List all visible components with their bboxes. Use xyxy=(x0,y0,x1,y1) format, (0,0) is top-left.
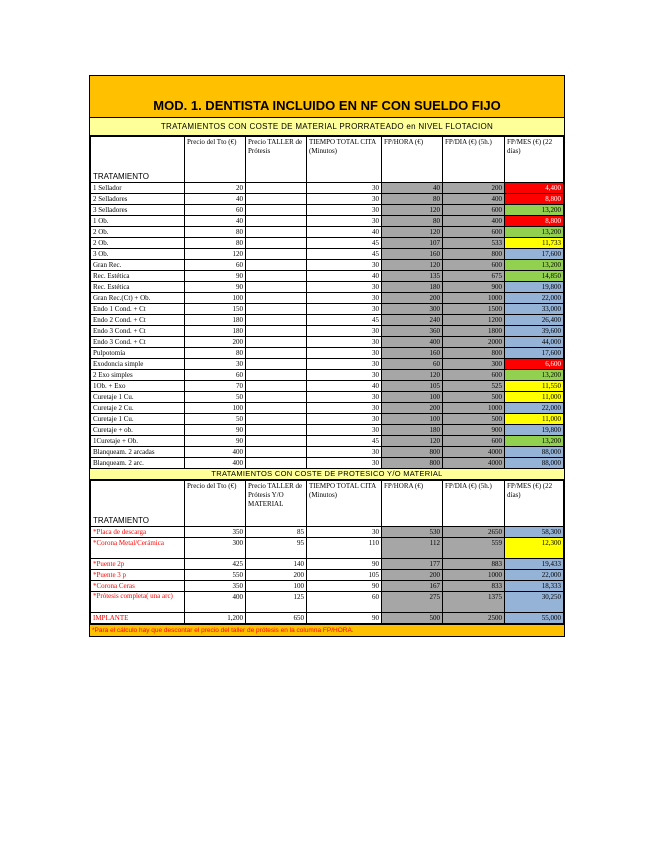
cell-tiempo: 30 xyxy=(307,194,382,205)
cell-tratamiento: *Placa de descarga xyxy=(91,527,185,538)
cell-taller xyxy=(246,458,307,469)
cell-fp-dia: 1375 xyxy=(443,592,505,613)
cell-precio: 200 xyxy=(185,337,246,348)
cell-fp-dia: 200 xyxy=(443,183,505,194)
cell-fp-mes: 8,800 xyxy=(505,216,564,227)
cell-tratamiento: Blanqueam. 2 arcadas xyxy=(91,447,185,458)
header-taller: Precio TALLER de Prótesis xyxy=(246,137,307,183)
cell-taller xyxy=(246,370,307,381)
cell-fp-mes: 17,600 xyxy=(505,348,564,359)
cell-fp-mes: 13,200 xyxy=(505,436,564,447)
cell-precio: 1,200 xyxy=(185,613,246,624)
table-row xyxy=(91,436,564,447)
cell-fp-mes: 13,200 xyxy=(505,205,564,216)
cell-tiempo: 45 xyxy=(307,238,382,249)
cell-taller xyxy=(246,216,307,227)
table-row xyxy=(91,538,564,559)
cell-tiempo: 45 xyxy=(307,249,382,260)
cell-tratamiento: 2 Exo simples xyxy=(91,370,185,381)
table-row xyxy=(91,559,564,570)
cell-taller xyxy=(246,359,307,370)
cell-fp-dia: 883 xyxy=(443,559,505,570)
cell-taller xyxy=(246,205,307,216)
cell-fp-dia: 800 xyxy=(443,348,505,359)
cell-fp-hora: 240 xyxy=(382,315,443,326)
cell-taller: 140 xyxy=(246,559,307,570)
cell-fp-hora: 100 xyxy=(382,414,443,425)
cell-taller xyxy=(246,238,307,249)
cell-fp-hora: 120 xyxy=(382,436,443,447)
cell-tiempo: 30 xyxy=(307,458,382,469)
cell-precio: 350 xyxy=(185,581,246,592)
cell-tiempo: 30 xyxy=(307,370,382,381)
cell-taller xyxy=(246,337,307,348)
table-row xyxy=(91,183,564,194)
cell-fp-dia: 533 xyxy=(443,238,505,249)
cell-precio: 100 xyxy=(185,293,246,304)
cell-tratamiento: Curetaje 2 Cu. xyxy=(91,403,185,414)
table-row xyxy=(91,315,564,326)
cell-tratamiento: Rec. Estética xyxy=(91,271,185,282)
cell-tratamiento: Endo 3 Cond. + Ct xyxy=(91,326,185,337)
table-row xyxy=(91,337,564,348)
section1-table xyxy=(90,136,564,469)
cell-fp-mes: 13,200 xyxy=(505,370,564,381)
cell-fp-mes: 11,550 xyxy=(505,381,564,392)
cell-fp-hora: 120 xyxy=(382,205,443,216)
cell-fp-hora: 160 xyxy=(382,249,443,260)
cell-precio: 150 xyxy=(185,304,246,315)
cell-precio: 120 xyxy=(185,249,246,260)
cell-tratamiento: IMPLANTE xyxy=(91,613,185,624)
cell-taller xyxy=(246,194,307,205)
table-row xyxy=(91,425,564,436)
section2-header-row xyxy=(91,481,564,527)
cell-fp-mes: 22,000 xyxy=(505,293,564,304)
header-tiempo: TIEMPO TOTAL CITA (Minutos) xyxy=(307,137,382,183)
table-row xyxy=(91,403,564,414)
cell-fp-hora: 500 xyxy=(382,613,443,624)
cell-fp-dia: 1200 xyxy=(443,315,505,326)
cell-precio: 70 xyxy=(185,381,246,392)
cell-tratamiento: Curetaje + ob. xyxy=(91,425,185,436)
cell-tratamiento: *Corona Ceras xyxy=(91,581,185,592)
cell-tratamiento: *Puente 3 p xyxy=(91,570,185,581)
cell-fp-mes: 19,800 xyxy=(505,282,564,293)
cell-fp-dia: 600 xyxy=(443,227,505,238)
cell-taller xyxy=(246,425,307,436)
cell-fp-hora: 120 xyxy=(382,260,443,271)
cell-fp-dia: 800 xyxy=(443,249,505,260)
cell-tratamiento: 3 Selladores xyxy=(91,205,185,216)
cell-precio: 180 xyxy=(185,326,246,337)
cell-taller xyxy=(246,414,307,425)
cell-taller xyxy=(246,403,307,414)
table-row xyxy=(91,326,564,337)
cell-taller xyxy=(246,282,307,293)
cell-fp-hora: 100 xyxy=(382,392,443,403)
cell-taller: 95 xyxy=(246,538,307,559)
cell-fp-dia: 1000 xyxy=(443,570,505,581)
cell-fp-hora: 180 xyxy=(382,282,443,293)
cell-tratamiento: 1 Ob. xyxy=(91,216,185,227)
cell-taller xyxy=(246,326,307,337)
cell-taller xyxy=(246,304,307,315)
section2-table xyxy=(90,480,564,624)
cell-fp-dia: 400 xyxy=(443,216,505,227)
cell-fp-dia: 675 xyxy=(443,271,505,282)
cell-precio: 350 xyxy=(185,527,246,538)
cell-tratamiento: Endo 3 Cond. + Ct xyxy=(91,337,185,348)
cell-tratamiento: Rec. Estética xyxy=(91,282,185,293)
cell-fp-dia: 400 xyxy=(443,194,505,205)
cell-fp-dia: 525 xyxy=(443,381,505,392)
cell-precio: 50 xyxy=(185,414,246,425)
cell-fp-hora: 80 xyxy=(382,194,443,205)
cell-tiempo: 110 xyxy=(307,538,382,559)
cell-fp-mes: 22,000 xyxy=(505,403,564,414)
cell-taller xyxy=(246,183,307,194)
cell-fp-dia: 833 xyxy=(443,581,505,592)
cell-fp-mes: 55,000 xyxy=(505,613,564,624)
cell-precio: 60 xyxy=(185,260,246,271)
cell-fp-hora: 800 xyxy=(382,447,443,458)
cell-precio: 400 xyxy=(185,592,246,613)
cell-fp-dia: 300 xyxy=(443,359,505,370)
cell-tiempo: 40 xyxy=(307,227,382,238)
table-row xyxy=(91,227,564,238)
cell-precio: 40 xyxy=(185,194,246,205)
cell-taller: 85 xyxy=(246,527,307,538)
cell-taller xyxy=(246,381,307,392)
header-fp-dia: FP/DIA (€) (5h.) xyxy=(443,137,505,183)
sheet-title: MOD. 1. DENTISTA INCLUIDO EN NF CON SUELDO FIJO xyxy=(90,76,564,118)
cell-tiempo: 30 xyxy=(307,205,382,216)
cell-fp-hora: 200 xyxy=(382,403,443,414)
cell-tratamiento: Pulpotomía xyxy=(91,348,185,359)
table-row xyxy=(91,282,564,293)
cell-tiempo: 45 xyxy=(307,315,382,326)
table-row xyxy=(91,570,564,581)
cell-fp-mes: 12,300 xyxy=(505,538,564,559)
cell-tratamiento: *Puente 2p xyxy=(91,559,185,570)
cell-tiempo: 30 xyxy=(307,447,382,458)
cell-fp-hora: 800 xyxy=(382,458,443,469)
cell-precio: 300 xyxy=(185,538,246,559)
cell-fp-hora: 200 xyxy=(382,293,443,304)
cell-fp-hora: 135 xyxy=(382,271,443,282)
cell-tiempo: 30 xyxy=(307,183,382,194)
table-row xyxy=(91,238,564,249)
cell-precio: 425 xyxy=(185,559,246,570)
cell-fp-hora: 107 xyxy=(382,238,443,249)
cell-fp-dia: 1500 xyxy=(443,304,505,315)
cell-fp-dia: 559 xyxy=(443,538,505,559)
cell-fp-hora: 300 xyxy=(382,304,443,315)
cell-fp-mes: 39,600 xyxy=(505,326,564,337)
table-row xyxy=(91,381,564,392)
cell-tratamiento: *Prótesis completa( una arc) xyxy=(91,592,185,613)
cell-fp-dia: 4000 xyxy=(443,458,505,469)
header-precio: Precio del Tto (€) xyxy=(185,137,246,183)
cell-taller xyxy=(246,436,307,447)
cell-fp-mes: 33,000 xyxy=(505,304,564,315)
cell-taller xyxy=(246,227,307,238)
table-row xyxy=(91,458,564,469)
cell-fp-hora: 360 xyxy=(382,326,443,337)
table-row xyxy=(91,249,564,260)
header-fp-hora: FP/HORA (€) xyxy=(382,481,443,527)
table-row xyxy=(91,359,564,370)
cell-precio: 90 xyxy=(185,282,246,293)
cell-fp-dia: 1000 xyxy=(443,403,505,414)
cell-fp-dia: 900 xyxy=(443,425,505,436)
cell-fp-mes: 11,000 xyxy=(505,392,564,403)
cell-fp-mes: 19,800 xyxy=(505,425,564,436)
cell-precio: 180 xyxy=(185,315,246,326)
cell-tiempo: 40 xyxy=(307,271,382,282)
cell-precio: 40 xyxy=(185,216,246,227)
cell-taller xyxy=(246,447,307,458)
cell-fp-dia: 600 xyxy=(443,260,505,271)
cell-precio: 80 xyxy=(185,227,246,238)
header-tratamiento: TRATAMIENTO xyxy=(91,137,185,183)
cell-fp-mes: 26,400 xyxy=(505,315,564,326)
cell-tiempo: 30 xyxy=(307,348,382,359)
cell-tiempo: 30 xyxy=(307,260,382,271)
cell-fp-dia: 600 xyxy=(443,205,505,216)
cell-fp-mes: 11,733 xyxy=(505,238,564,249)
cell-fp-mes: 17,600 xyxy=(505,249,564,260)
cell-fp-mes: 19,433 xyxy=(505,559,564,570)
cell-fp-dia: 4000 xyxy=(443,447,505,458)
header-taller: Precio TALLER de Prótesis Y/O MATERIAL xyxy=(246,481,307,527)
section1-header-row xyxy=(91,137,564,183)
cell-tratamiento: 1Curetaje + Ob. xyxy=(91,436,185,447)
cell-tiempo: 30 xyxy=(307,337,382,348)
table-row xyxy=(91,304,564,315)
cell-tiempo: 30 xyxy=(307,304,382,315)
cell-precio: 550 xyxy=(185,570,246,581)
cell-fp-mes: 44,000 xyxy=(505,337,564,348)
cell-tiempo: 30 xyxy=(307,216,382,227)
cell-tratamiento: 3 Ob. xyxy=(91,249,185,260)
cell-tratamiento: Blanqueam. 2 arc. xyxy=(91,458,185,469)
cell-tratamiento: Endo 1 Cond. + Ct xyxy=(91,304,185,315)
cell-fp-hora: 200 xyxy=(382,570,443,581)
table-row xyxy=(91,271,564,282)
table-row xyxy=(91,414,564,425)
cell-tratamiento: Gran Rec.(Ct) + Ob. xyxy=(91,293,185,304)
cell-tratamiento: *Corona Metal/Cerámica xyxy=(91,538,185,559)
cell-fp-dia: 1800 xyxy=(443,326,505,337)
cell-tratamiento: 2 Ob. xyxy=(91,238,185,249)
header-fp-dia: FP/DIA (€) (5h.) xyxy=(443,481,505,527)
cell-tratamiento: Curetaje 1 Cu. xyxy=(91,414,185,425)
cell-fp-mes: 6,600 xyxy=(505,359,564,370)
cell-precio: 20 xyxy=(185,183,246,194)
cell-fp-mes: 13,200 xyxy=(505,227,564,238)
cell-fp-hora: 120 xyxy=(382,370,443,381)
table-row xyxy=(91,581,564,592)
table-row xyxy=(91,293,564,304)
cell-tiempo: 40 xyxy=(307,381,382,392)
section2-subtitle: TRATAMIENTOS CON COSTE DE PROTESICO Y/O MATERIAL xyxy=(90,469,564,480)
cell-tiempo: 90 xyxy=(307,559,382,570)
cell-precio: 30 xyxy=(185,359,246,370)
cell-precio: 90 xyxy=(185,271,246,282)
cell-tiempo: 60 xyxy=(307,592,382,613)
table-row xyxy=(91,392,564,403)
table-row xyxy=(91,370,564,381)
cell-taller xyxy=(246,348,307,359)
cell-taller xyxy=(246,392,307,403)
table-row xyxy=(91,527,564,538)
table-row xyxy=(91,260,564,271)
cell-taller: 125 xyxy=(246,592,307,613)
table-row xyxy=(91,447,564,458)
cell-fp-hora: 112 xyxy=(382,538,443,559)
cell-fp-hora: 180 xyxy=(382,425,443,436)
cell-precio: 100 xyxy=(185,403,246,414)
header-fp-hora: FP/HORA (€) xyxy=(382,137,443,183)
cell-fp-mes: 11,000 xyxy=(505,414,564,425)
cell-fp-hora: 80 xyxy=(382,216,443,227)
cell-tiempo: 45 xyxy=(307,436,382,447)
cell-fp-mes: 30,250 xyxy=(505,592,564,613)
spreadsheet xyxy=(89,75,565,637)
cell-tiempo: 30 xyxy=(307,403,382,414)
cell-taller: 100 xyxy=(246,581,307,592)
cell-fp-hora: 105 xyxy=(382,381,443,392)
cell-fp-hora: 60 xyxy=(382,359,443,370)
table-row xyxy=(91,216,564,227)
header-precio: Precio del Tto (€) xyxy=(185,481,246,527)
table-row xyxy=(91,194,564,205)
cell-tratamiento: Endo 2 Cond. + Ct xyxy=(91,315,185,326)
table-row xyxy=(91,613,564,624)
cell-fp-dia: 1000 xyxy=(443,293,505,304)
cell-tratamiento: Gran Rec. xyxy=(91,260,185,271)
cell-tiempo: 30 xyxy=(307,282,382,293)
cell-fp-hora: 160 xyxy=(382,348,443,359)
footnote: *Para el cálculo hay que descontar el precio del taller de prótesis en la columna FP/HORA. xyxy=(90,624,564,636)
cell-fp-mes: 18,333 xyxy=(505,581,564,592)
cell-tratamiento: 2 Selladores xyxy=(91,194,185,205)
table-row xyxy=(91,205,564,216)
table-row xyxy=(91,348,564,359)
cell-taller xyxy=(246,271,307,282)
cell-tratamiento: Exodoncia simple xyxy=(91,359,185,370)
cell-fp-dia: 2650 xyxy=(443,527,505,538)
cell-tratamiento: 2 Ob. xyxy=(91,227,185,238)
cell-taller xyxy=(246,293,307,304)
cell-precio: 80 xyxy=(185,348,246,359)
cell-tratamiento: Curetaje 1 Cu. xyxy=(91,392,185,403)
section1-subtitle: TRATAMIENTOS CON COSTE DE MATERIAL PRORRATEADO en NIVEL FLOTACION xyxy=(90,118,564,136)
cell-precio: 90 xyxy=(185,425,246,436)
cell-fp-mes: 4,400 xyxy=(505,183,564,194)
cell-fp-hora: 275 xyxy=(382,592,443,613)
cell-taller xyxy=(246,315,307,326)
table-row xyxy=(91,592,564,613)
header-fp-mes: FP/MES (€) (22 días) xyxy=(505,481,564,527)
cell-tiempo: 30 xyxy=(307,392,382,403)
cell-fp-mes: 88,000 xyxy=(505,458,564,469)
cell-fp-hora: 120 xyxy=(382,227,443,238)
cell-tiempo: 30 xyxy=(307,326,382,337)
cell-fp-mes: 8,800 xyxy=(505,194,564,205)
cell-fp-mes: 22,000 xyxy=(505,570,564,581)
cell-tratamiento: 1Ob. + Exo xyxy=(91,381,185,392)
cell-tiempo: 90 xyxy=(307,613,382,624)
cell-precio: 60 xyxy=(185,370,246,381)
cell-taller xyxy=(246,260,307,271)
cell-taller: 650 xyxy=(246,613,307,624)
cell-precio: 80 xyxy=(185,238,246,249)
cell-fp-hora: 167 xyxy=(382,581,443,592)
cell-tiempo: 30 xyxy=(307,414,382,425)
cell-fp-mes: 13,200 xyxy=(505,260,564,271)
cell-tiempo: 30 xyxy=(307,527,382,538)
cell-tiempo: 30 xyxy=(307,293,382,304)
cell-fp-dia: 900 xyxy=(443,282,505,293)
cell-tiempo: 90 xyxy=(307,581,382,592)
cell-tiempo: 105 xyxy=(307,570,382,581)
cell-precio: 400 xyxy=(185,458,246,469)
cell-precio: 90 xyxy=(185,436,246,447)
header-tratamiento: TRATAMIENTO xyxy=(91,481,185,527)
cell-fp-mes: 88,000 xyxy=(505,447,564,458)
cell-precio: 50 xyxy=(185,392,246,403)
cell-tratamiento: 1 Sellador xyxy=(91,183,185,194)
cell-fp-mes: 14,850 xyxy=(505,271,564,282)
cell-fp-dia: 2000 xyxy=(443,337,505,348)
cell-fp-dia: 600 xyxy=(443,370,505,381)
cell-fp-dia: 500 xyxy=(443,392,505,403)
header-tiempo: TIEMPO TOTAL CITA (Minutos) xyxy=(307,481,382,527)
cell-taller xyxy=(246,249,307,260)
cell-fp-hora: 40 xyxy=(382,183,443,194)
cell-fp-dia: 500 xyxy=(443,414,505,425)
cell-fp-hora: 177 xyxy=(382,559,443,570)
cell-tiempo: 30 xyxy=(307,425,382,436)
cell-fp-mes: 58,300 xyxy=(505,527,564,538)
cell-fp-hora: 530 xyxy=(382,527,443,538)
header-fp-mes: FP/MES (€) (22 días) xyxy=(505,137,564,183)
cell-taller: 200 xyxy=(246,570,307,581)
cell-fp-dia: 2500 xyxy=(443,613,505,624)
cell-fp-hora: 400 xyxy=(382,337,443,348)
cell-precio: 60 xyxy=(185,205,246,216)
cell-tiempo: 30 xyxy=(307,359,382,370)
cell-fp-dia: 600 xyxy=(443,436,505,447)
cell-precio: 400 xyxy=(185,447,246,458)
